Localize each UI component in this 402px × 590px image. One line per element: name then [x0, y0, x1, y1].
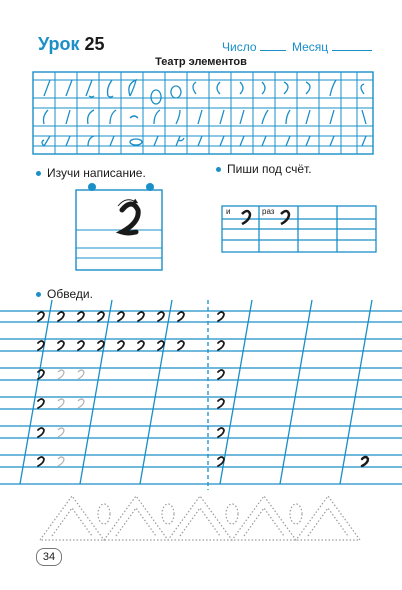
bullet-icon [36, 171, 41, 176]
count-cell-2: раз [262, 207, 275, 216]
page-title: Театр элементов [155, 56, 247, 68]
trace-header [36, 287, 93, 301]
lesson-label: Урок [38, 34, 80, 54]
date-label: Число [222, 40, 257, 54]
bullet-icon [36, 292, 41, 297]
lesson-number: 25 [84, 34, 105, 54]
trace-instruction: Обведи. [47, 287, 93, 301]
count-header [216, 162, 312, 176]
study-card [76, 183, 162, 270]
page-number: 34 [36, 548, 62, 566]
month-label: Месяц [292, 40, 329, 54]
trace-lines [0, 300, 402, 490]
count-instruction: Пиши под счёт. [227, 162, 312, 176]
dotted-ornament [40, 496, 360, 540]
faint-letters [58, 370, 84, 466]
study-header [36, 166, 146, 180]
study-instruction: Изучи написание. [47, 166, 146, 180]
bullet-icon [216, 167, 221, 172]
count-table [222, 206, 376, 252]
elements-grid [33, 72, 373, 154]
count-cell-1: и [226, 207, 231, 216]
